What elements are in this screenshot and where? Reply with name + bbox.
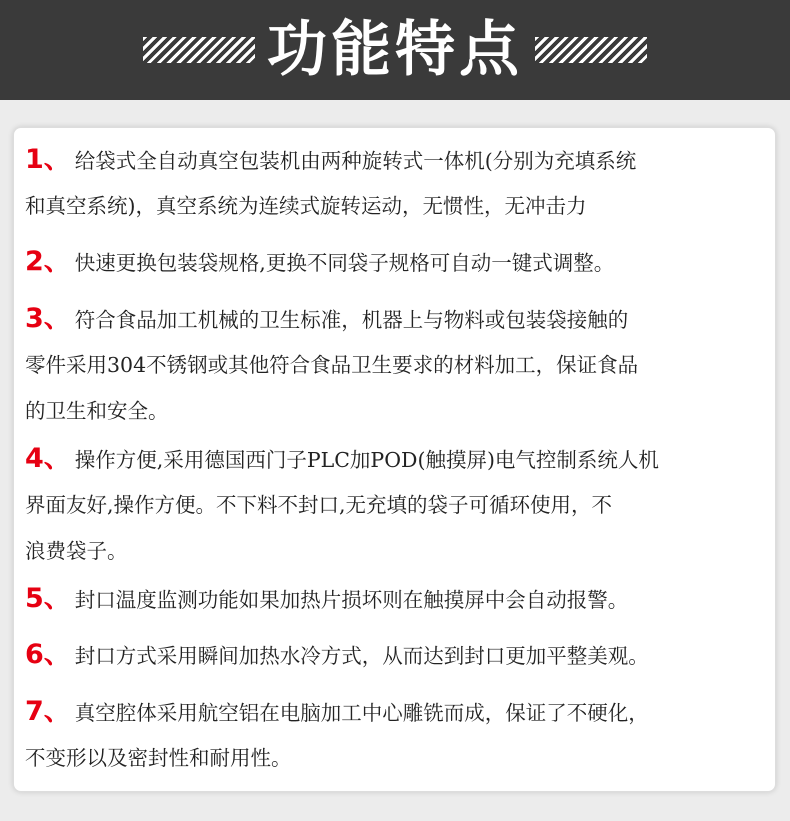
feature-item-6: [25, 632, 775, 678]
header-banner: [0, 0, 790, 100]
feature-item-2: [25, 239, 775, 285]
decorative-stripes-right: [535, 37, 647, 63]
feature-line: [25, 296, 775, 342]
feature-item-3: [25, 296, 775, 434]
feature-line: 界面友好,操作方便。不下料不封口,无充填的袋子可循环使用，不: [25, 493, 613, 517]
feature-line: 的卫生和安全。: [25, 399, 169, 423]
feature-text: 真空腔体采用航空铝在电脑加工中心雕铣而成，保证了不硬化，: [74, 701, 649, 725]
feature-number: 5、: [25, 583, 71, 614]
feature-item-1: [25, 137, 775, 229]
feature-line: [25, 576, 775, 622]
feature-text: 快速更换包装袋规格,更换不同袋子规格可自动一键式调整。: [74, 251, 615, 275]
feature-line: 浪费袋子。: [25, 539, 128, 563]
feature-line: [25, 239, 775, 285]
feature-text: 操作方便,采用德国西门子PLC加POD(触摸屏)电气控制系统人机: [74, 448, 659, 472]
feature-line: 和真空系统)，真空系统为连续式旋转运动，无惯性，无冲击力: [25, 194, 587, 218]
feature-line: [25, 689, 775, 735]
feature-line: [25, 632, 775, 678]
feature-number: 1、: [25, 144, 71, 175]
feature-text: 给袋式全自动真空包装机由两种旋转式一体机(分别为充填系统: [74, 149, 637, 173]
feature-number: 3、: [25, 303, 71, 334]
feature-number: 4、: [25, 443, 71, 474]
feature-item-4: [25, 436, 775, 574]
feature-line: [25, 137, 775, 183]
feature-text: 符合食品加工机械的卫生标准，机器上与物料或包装袋接触的: [74, 308, 629, 332]
feature-item-5: [25, 576, 775, 622]
feature-line: [25, 436, 775, 482]
feature-number: 7、: [25, 696, 71, 727]
feature-text: 封口温度监测功能如果加热片损坏则在触摸屏中会自动报警。: [74, 588, 629, 612]
feature-text: 封口方式采用瞬间加热水冷方式，从而达到封口更加平整美观。: [74, 644, 649, 668]
feature-item-7: [25, 689, 775, 781]
feature-number: 6、: [25, 639, 71, 670]
feature-line: 零件采用304不锈钢或其他符合食品卫生要求的材料加工，保证食品: [25, 353, 639, 377]
decorative-stripes-left: [143, 37, 255, 63]
feature-line: 不变形以及密封性和耐用性。: [25, 746, 292, 770]
feature-number: 2、: [25, 246, 71, 277]
page-title: 功能特点: [267, 15, 523, 85]
